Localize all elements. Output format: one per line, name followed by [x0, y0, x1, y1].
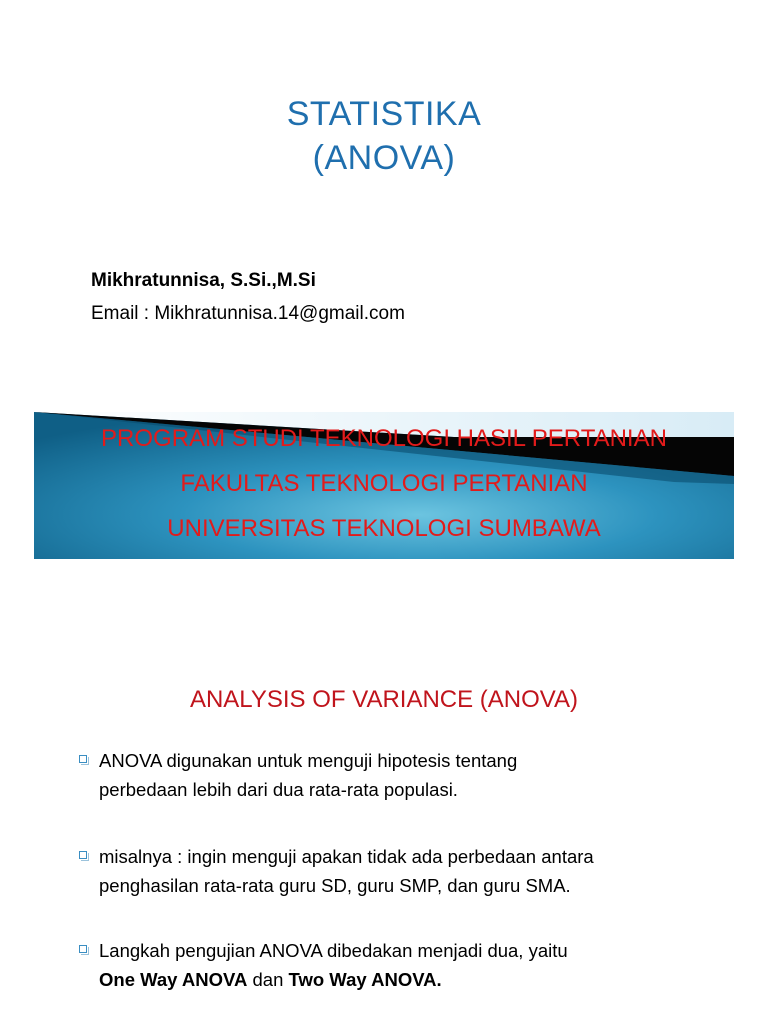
section-heading: ANALYSIS OF VARIANCE (ANOVA): [189, 686, 579, 713]
bullet-text: [99, 842, 719, 900]
bullet-item: [79, 746, 719, 804]
bullet-line: ANOVA digunakan untuk menguji hipotesis tentang: [99, 750, 518, 771]
title-line-1: STATISTIKA: [286, 95, 482, 133]
square-bullet-icon: [79, 945, 87, 953]
banner-text: [0, 416, 768, 551]
banner-line-1: PROGRAM STUDI TEKNOLOGI HASIL PERTANIAN: [101, 425, 667, 452]
bullet-line: perbedaan lebih dari dua rata-rata populasi.: [99, 779, 458, 800]
bullet-connector: dan: [247, 969, 289, 990]
bullet-text: [99, 936, 719, 994]
banner-line-2: FAKULTAS TEKNOLOGI PERTANIAN: [180, 470, 588, 497]
banner-line-3: UNIVERSITAS TEKNOLOGI SUMBAWA: [167, 515, 601, 542]
author-email: Email : Mikhratunnisa.14@gmail.com: [91, 303, 405, 324]
square-bullet-icon: [79, 755, 87, 763]
bullet-text: [99, 746, 719, 804]
institution-banner: [34, 412, 734, 559]
title-line-2: (ANOVA): [312, 139, 456, 177]
bullet-line: misalnya : ingin menguji apakan tidak ada perbedaan antara: [99, 846, 594, 867]
bullet-item: [79, 936, 719, 994]
bullet-line: penghasilan rata-rata guru SD, guru SMP, dan guru SMA.: [99, 875, 571, 896]
bullet-line: Langkah pengujian ANOVA dibedakan menjadi dua, yaitu: [99, 940, 568, 961]
bold-term-one-way: One Way ANOVA: [99, 969, 248, 990]
bullet-item: [79, 842, 719, 900]
square-bullet-icon: [79, 851, 87, 859]
bold-term-two-way: Two Way ANOVA.: [288, 969, 442, 990]
content-slide: [0, 640, 768, 1024]
author-name: Mikhratunnisa, S.Si.,M.Si: [91, 270, 316, 291]
slide-title: [0, 92, 768, 180]
